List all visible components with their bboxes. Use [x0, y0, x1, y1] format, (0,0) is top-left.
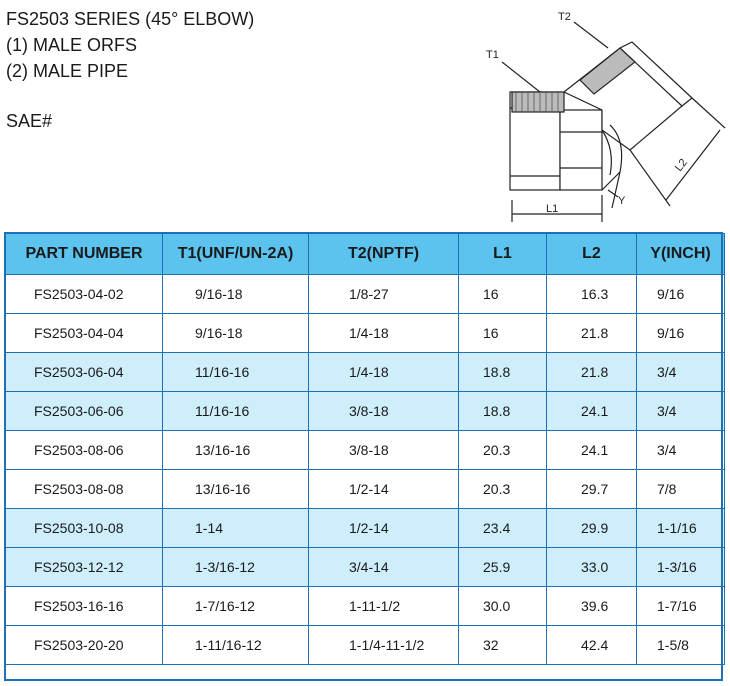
t1-cell: 1-7/16-12 [163, 587, 309, 626]
table-row [6, 509, 725, 548]
t1-cell: 11/16-16 [163, 353, 309, 392]
table-header-row [6, 234, 725, 275]
part-number-cell: FS2503-08-08 [6, 470, 163, 509]
sae-label: SAE# [6, 111, 53, 131]
l1-cell: 16 [459, 314, 547, 353]
t1-label: T1 [486, 49, 499, 61]
t2-cell: 3/4-14 [309, 548, 459, 587]
t2-label: T2 [558, 11, 571, 23]
l2-cell: 21.8 [547, 314, 637, 353]
elbow-fitting-drawing [470, 0, 730, 230]
end-2-description: (2) MALE PIPE [6, 61, 129, 81]
table-row [6, 626, 725, 665]
l1-cell: 30.0 [459, 587, 547, 626]
part-number-cell: FS2503-06-04 [6, 353, 163, 392]
part-number-cell: FS2503-20-20 [6, 626, 163, 665]
t1-cell: 1-14 [163, 509, 309, 548]
part-number-cell: FS2503-12-12 [6, 548, 163, 587]
l2-cell: 21.8 [547, 353, 637, 392]
t1-cell: 9/16-18 [163, 275, 309, 314]
y-cell: 1-7/16 [637, 587, 725, 626]
column-header-l1: L1 [459, 234, 547, 275]
t2-cell: 1/4-18 [309, 353, 459, 392]
y-cell: 3/4 [637, 431, 725, 470]
l2-label: L2 [672, 156, 690, 174]
part-number-cell: FS2503-10-08 [6, 509, 163, 548]
column-header-t1: T1(UNF/UN-2A) [163, 234, 309, 275]
part-number-cell: FS2503-16-16 [6, 587, 163, 626]
table-row [6, 275, 725, 314]
table-row [6, 392, 725, 431]
column-header-l2: L2 [547, 234, 637, 275]
l1-label: L1 [546, 203, 559, 215]
l1-cell: 25.9 [459, 548, 547, 587]
l1-cell: 20.3 [459, 431, 547, 470]
l1-cell: 23.4 [459, 509, 547, 548]
l1-cell: 20.3 [459, 470, 547, 509]
column-header-y: Y(INCH) [637, 234, 725, 275]
l2-cell: 39.6 [547, 587, 637, 626]
y-cell: 3/4 [637, 353, 725, 392]
y-cell: 1-3/16 [637, 548, 725, 587]
l2-cell: 16.3 [547, 275, 637, 314]
l2-cell: 33.0 [547, 548, 637, 587]
t2-cell: 3/8-18 [309, 392, 459, 431]
l2-cell: 42.4 [547, 626, 637, 665]
end-1-description: (1) MALE ORFS [6, 35, 138, 55]
y-cell: 9/16 [637, 314, 725, 353]
y-cell: 7/8 [637, 470, 725, 509]
t2-cell: 1-1/4-11-1/2 [309, 626, 459, 665]
column-header-part-number: PART NUMBER [6, 234, 163, 275]
l1-cell: 18.8 [459, 353, 547, 392]
series-title: FS2503 SERIES (45° ELBOW) [6, 9, 255, 29]
spec-table [5, 233, 725, 665]
t1-cell: 1-3/16-12 [163, 548, 309, 587]
y-cell: 1-5/8 [637, 626, 725, 665]
part-number-cell: FS2503-04-02 [6, 275, 163, 314]
t2-cell: 1/4-18 [309, 314, 459, 353]
l1-cell: 16 [459, 275, 547, 314]
table-row [6, 587, 725, 626]
table-row [6, 470, 725, 509]
t1-cell: 1-11/16-12 [163, 626, 309, 665]
table-row [6, 314, 725, 353]
t1-cell: 9/16-18 [163, 314, 309, 353]
t1-cell: 13/16-16 [163, 470, 309, 509]
part-number-cell: FS2503-04-04 [6, 314, 163, 353]
t2-cell: 1/8-27 [309, 275, 459, 314]
t2-cell: 1-11-1/2 [309, 587, 459, 626]
hex-shape [560, 110, 602, 190]
t2-cell: 1/2-14 [309, 509, 459, 548]
l2-cell: 29.7 [547, 470, 637, 509]
table-row [6, 353, 725, 392]
series-header [6, 6, 254, 134]
l2-cell: 24.1 [547, 392, 637, 431]
t2-cell: 1/2-14 [309, 470, 459, 509]
y-cell: 1-1/16 [637, 509, 725, 548]
t1-cell: 13/16-16 [163, 431, 309, 470]
table-row [6, 431, 725, 470]
part-number-cell: FS2503-08-06 [6, 431, 163, 470]
l2-cell: 29.9 [547, 509, 637, 548]
l1-cell: 18.8 [459, 392, 547, 431]
l1-cell: 32 [459, 626, 547, 665]
y-cell: 9/16 [637, 275, 725, 314]
table-row [6, 548, 725, 587]
y-label: Y [618, 195, 626, 207]
spacer [6, 84, 254, 108]
t1-thread-shape [512, 92, 564, 112]
column-header-t2: T2(NPTF) [309, 234, 459, 275]
l2-cell: 24.1 [547, 431, 637, 470]
part-number-cell: FS2503-06-06 [6, 392, 163, 431]
t2-cell: 3/8-18 [309, 431, 459, 470]
t1-cell: 11/16-16 [163, 392, 309, 431]
y-cell: 3/4 [637, 392, 725, 431]
